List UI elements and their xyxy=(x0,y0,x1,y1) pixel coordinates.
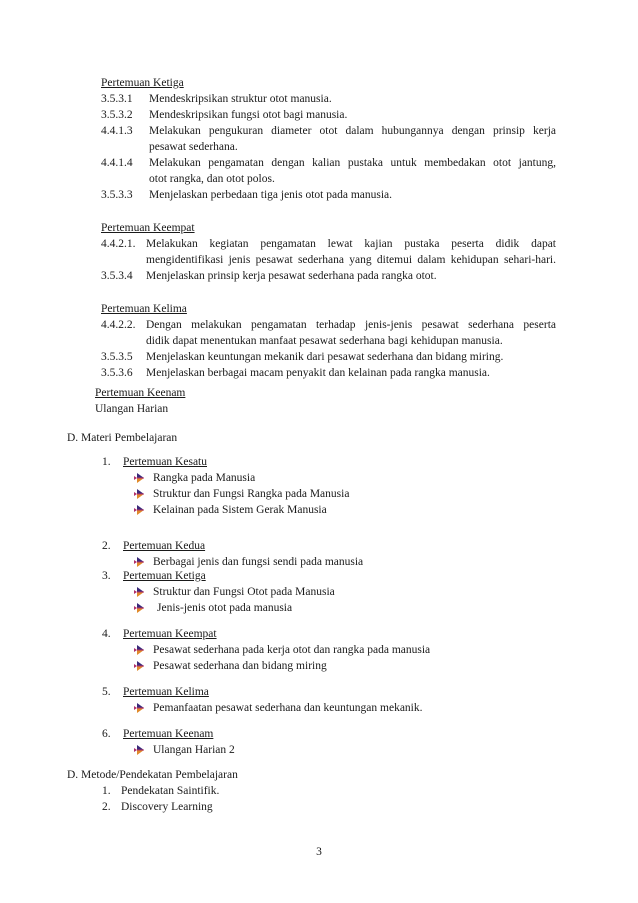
materi-bullet-item: Jenis-jenis otot pada manusia xyxy=(157,602,293,614)
materi-bullet-item: Struktur dan Fungsi Otot pada Manusia xyxy=(153,586,335,598)
materi-number: 1. xyxy=(102,456,111,468)
metode-item: 2. Discovery Learning xyxy=(102,801,213,813)
section-heading-keenam: Pertemuan Keenam xyxy=(95,387,186,399)
materi-bullet-item: Rangka pada Manusia xyxy=(153,472,256,484)
metode-item: 1. Pendekatan Saintifik. xyxy=(102,785,220,797)
list-item-text: Melakukan pengamatan dengan kalian pustaka untuk membedakan otot jantung, xyxy=(149,157,556,169)
materi-heading: Pertemuan Keenam xyxy=(123,728,214,740)
metode-title: D. Metode/Pendekatan Pembelajaran xyxy=(67,769,238,781)
list-item-text-cont: pesawat sederhana. xyxy=(149,141,238,153)
materi-number: 4. xyxy=(102,628,111,640)
materi-heading: Pertemuan Ketiga xyxy=(123,570,206,582)
list-item-text-cont: mengidentifikasi jenis pesawat sederhana yang ditemui dalam kehidupan sehari-hari. xyxy=(146,254,556,266)
section-heading-keempat: Pertemuan Keempat xyxy=(101,222,195,234)
bullet-icon xyxy=(133,488,145,500)
list-item-text: Melakukan kegiatan pengamatan lewat kajian pustaka peserta didik dapat xyxy=(146,238,556,250)
section-heading-kelima: Pertemuan Kelima xyxy=(101,303,187,315)
materi-number: 6. xyxy=(102,728,111,740)
materi-heading: Pertemuan Kesatu xyxy=(123,456,207,468)
bullet-icon xyxy=(133,702,145,714)
list-item: 3.5.3.3 Menjelaskan perbedaan tiga jenis otot pada manusia. xyxy=(101,189,393,201)
list-item-code: 4.4.2.1. xyxy=(101,238,136,250)
bullet-icon xyxy=(133,744,145,756)
list-item: 3.5.3.2 Mendeskripsikan fungsi otot bagi manusia. xyxy=(101,109,348,121)
bullet-icon xyxy=(133,602,145,614)
materi-bullet-item: Ulangan Harian 2 xyxy=(153,744,235,756)
page-number: 3 xyxy=(316,846,322,858)
list-item-text: Melakukan pengukuran diameter otot dalam hubungannya dengan prinsip kerja xyxy=(149,125,556,137)
materi-bullet-item: Kelainan pada Sistem Gerak Manusia xyxy=(153,504,327,516)
section-heading-ketiga: Pertemuan Ketiga xyxy=(101,77,184,89)
list-item-text-cont: otot rangka, dan otot polos. xyxy=(149,173,275,185)
list-item: 3.5.3.5 Menjelaskan keuntungan mekanik dari pesawat sederhana dan bidang miring. xyxy=(101,351,504,363)
list-item-text-cont: didik dapat menentukan manfaat pesawat sederhana bagi kehidupan manusia. xyxy=(146,335,503,347)
materi-number: 2. xyxy=(102,540,111,552)
bullet-icon xyxy=(133,586,145,598)
materi-number: 3. xyxy=(102,570,111,582)
list-item: 3.5.3.6 Menjelaskan berbagai macam penyakit dan kelainan pada rangka manusia. xyxy=(101,367,490,379)
materi-bullet-item: Pesawat sederhana pada kerja otot dan rangka pada manusia xyxy=(153,644,431,656)
bullet-icon xyxy=(133,472,145,484)
list-item: 3.5.3.4 Menjelaskan prinsip kerja pesawat sederhana pada rangka otot. xyxy=(101,270,437,282)
list-item-code: 4.4.1.3 xyxy=(101,125,133,137)
list-item: 3.5.3.1 Mendeskripsikan struktur otot manusia. xyxy=(101,93,332,105)
materi-title: D. Materi Pembelajaran xyxy=(67,432,178,444)
materi-bullet-item: Berbagai jenis dan fungsi sendi pada manusia xyxy=(153,556,364,568)
materi-bullet-item: Pesawat sederhana dan bidang miring xyxy=(153,660,327,672)
materi-heading: Pertemuan Kedua xyxy=(123,540,206,552)
materi-number: 5. xyxy=(102,686,111,698)
section-text: Ulangan Harian xyxy=(95,403,169,415)
bullet-icon xyxy=(133,660,145,672)
bullet-icon xyxy=(133,556,145,568)
bullet-icon xyxy=(133,504,145,516)
materi-heading: Pertemuan Kelima xyxy=(123,686,209,698)
materi-bullet-item: Struktur dan Fungsi Rangka pada Manusia xyxy=(153,488,350,500)
materi-heading: Pertemuan Keempat xyxy=(123,628,217,640)
list-item-code: 4.4.1.4 xyxy=(101,157,133,169)
materi-bullet-item: Pemanfaatan pesawat sederhana dan keuntungan mekanik. xyxy=(153,702,423,714)
list-item-code: 4.4.2.2. xyxy=(101,319,136,331)
bullet-icon xyxy=(133,644,145,656)
list-item-text: Dengan melakukan pengamatan terhadap jenis-jenis pesawat sederhana peserta xyxy=(146,319,556,331)
